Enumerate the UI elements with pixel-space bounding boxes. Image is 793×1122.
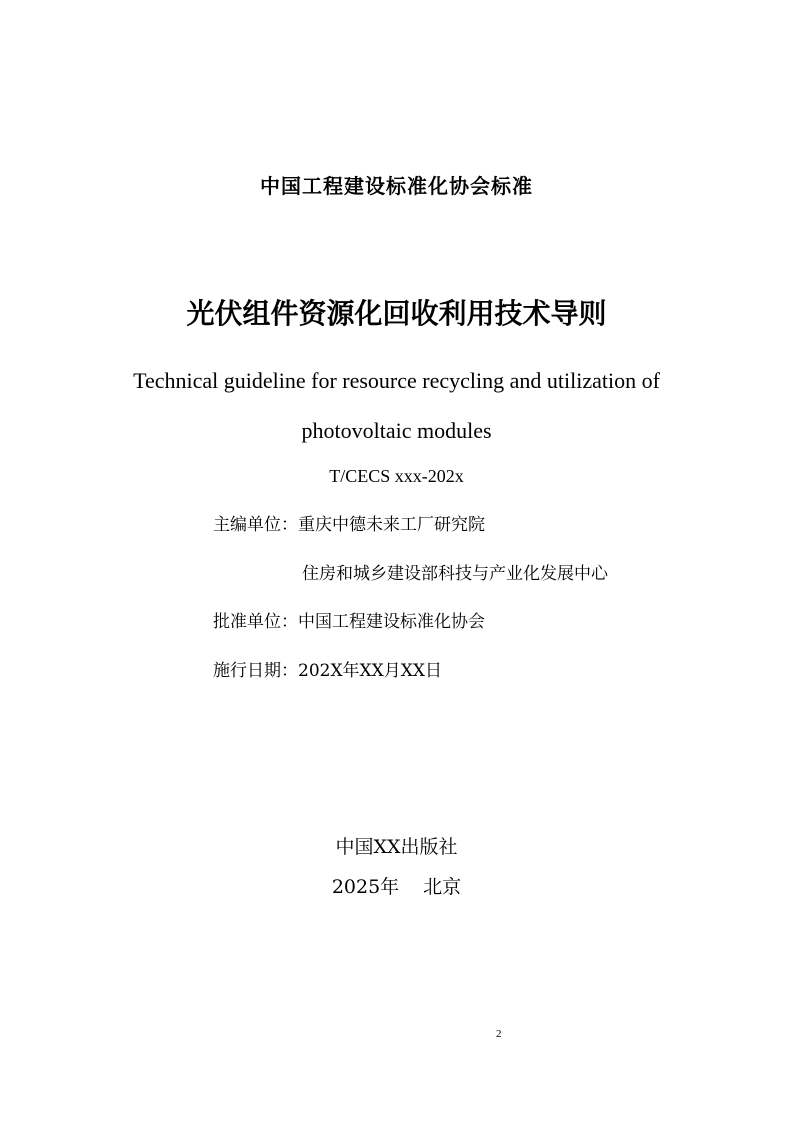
effective-date-label: 施行日期：: [213, 661, 298, 681]
publication-year: 2025年: [331, 876, 400, 898]
publication-year-place: [0, 872, 793, 899]
chief-editor-row: [213, 510, 485, 535]
chief-editor-label: 主编单位：: [213, 515, 298, 535]
document-title-chinese: 光伏组件资源化回收利用技术导则: [186, 297, 607, 330]
chief-editor-value: 重庆中德未来工厂研究院: [298, 515, 485, 535]
document-title-english-line2: photovoltaic modules: [301, 418, 492, 443]
effective-date-row: [213, 656, 442, 681]
standard-code: T/CECS xxx-202x: [329, 466, 464, 486]
approver-row: [213, 607, 485, 632]
publication-place: 北京: [423, 876, 462, 898]
document-title-english-line1: Technical guideline for resource recycling and utilization of: [133, 368, 660, 393]
publisher: 中国XX出版社: [335, 836, 458, 858]
page-number: 2: [496, 1028, 502, 1040]
approver-label: 批准单位：: [213, 612, 298, 632]
approver-value: 中国工程建设标准化协会: [298, 612, 485, 632]
effective-date-value: 202X年XX月XX日: [298, 661, 442, 681]
co-editor-value: 住房和城乡建设部科技与产业化发展中心: [302, 564, 608, 584]
organization-header: 中国工程建设标准化协会标准: [260, 174, 533, 198]
